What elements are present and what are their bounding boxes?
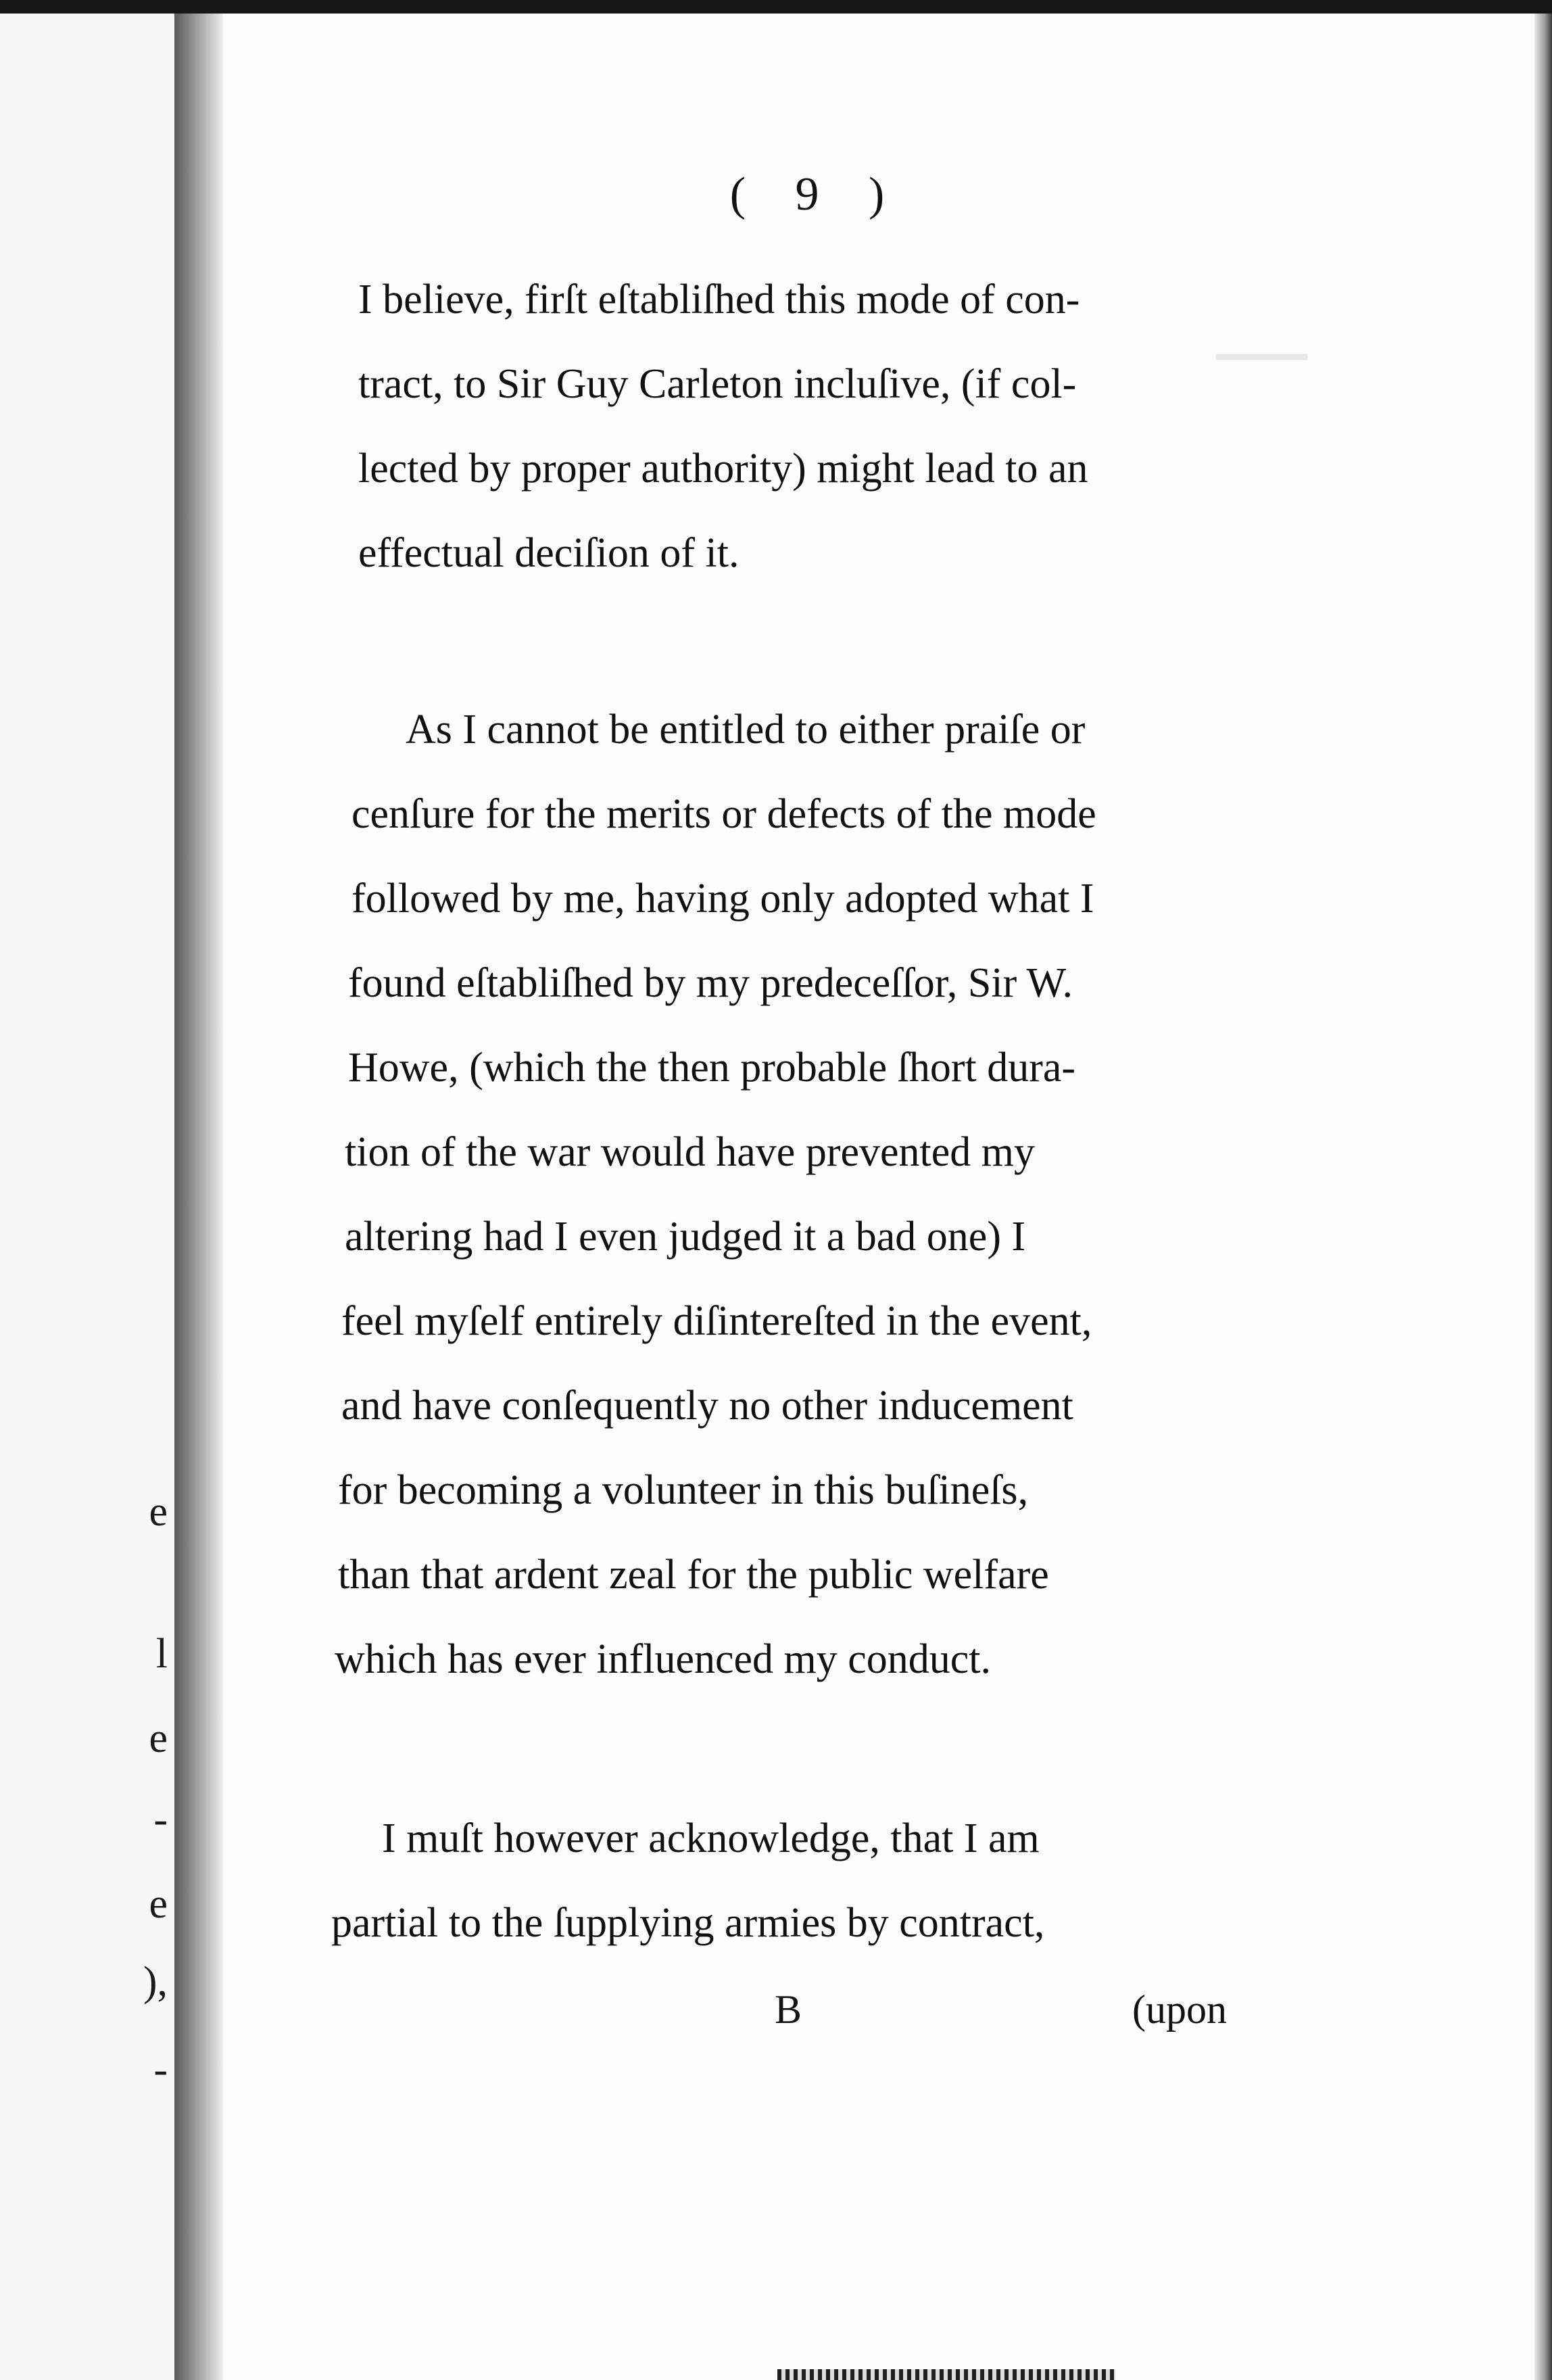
text-line: Howe, (which the then probable ſhort dura- [348, 1045, 1076, 1091]
text-line: I muſt however acknowledge, that I am [382, 1815, 1040, 1861]
text-line: effectual deciſion of it. [358, 530, 739, 576]
book-gutter [174, 14, 223, 2380]
text-line: found eſtabliſhed by my predeceſſor, Sir W. [348, 960, 1073, 1006]
text-line: which has ever influenced my conduct. [335, 1636, 991, 1682]
facing-page-fragment: - [153, 1796, 168, 1842]
facing-page-fragment: e [149, 1715, 168, 1761]
text-line: feel myſelf entirely diſintereſted in the event, [341, 1298, 1092, 1344]
text-line: and have conſequently no other inducement [341, 1383, 1073, 1429]
signature-mark: B [775, 1987, 802, 2032]
facing-page-fragment: l [155, 1631, 168, 1677]
text-line: than that ardent zeal for the public welfare [338, 1552, 1049, 1598]
text-line: partial to the ſupplying armies by contract, [331, 1900, 1045, 1946]
text-line: lected by proper authority) might lead to an [358, 446, 1088, 492]
text-line: altering had I even judged it a bad one) I [345, 1214, 1026, 1260]
facing-page-fragment: - [153, 2047, 168, 2093]
facing-page-fragment: ), [143, 1959, 168, 2005]
show-through-texture: ▁▁▁ [1217, 315, 1307, 359]
page-fore-edge [1534, 14, 1552, 2380]
scan-color-strip [777, 2369, 1115, 2380]
text-line: followed by me, having only adopted what I [351, 876, 1094, 922]
facing-page-edge [0, 14, 174, 2380]
text-line: tion of the war would have prevented my [345, 1129, 1035, 1175]
facing-page-fragment: e [149, 1881, 168, 1927]
text-line: I believe, firſt eſtabliſhed this mode of con- [358, 277, 1080, 323]
text-line: for becoming a volunteer in this buſineſs, [338, 1467, 1029, 1513]
page-number: ( 9 ) [729, 168, 904, 220]
text-line: As I cannot be entitled to either praiſe or [406, 707, 1086, 753]
text-line: tract, to Sir Guy Carleton incluſive, (if col- [358, 361, 1077, 407]
catchword: (upon [1132, 1987, 1227, 2032]
text-line: cenſure for the merits or defects of the mode [351, 791, 1096, 837]
facing-page-fragment: e [149, 1489, 168, 1535]
